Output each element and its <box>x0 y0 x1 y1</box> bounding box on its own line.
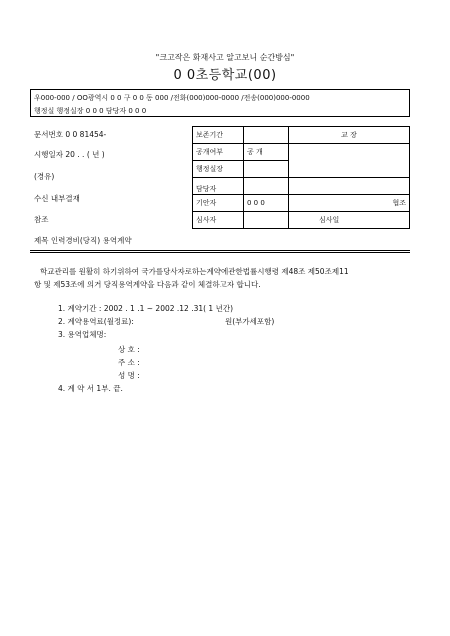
cooperation-label: 협조 <box>289 195 410 212</box>
drafter-value: 0 0 0 <box>244 195 289 212</box>
body-paragraph-line1: 학교관리를 원활히 하기위하여 국가를당사자로하는계약에관한법률시행령 제48조 제50조제11 <box>40 267 349 276</box>
item-fee-value: 원(부가세포함) <box>225 317 275 326</box>
retention-label: 보존기간 <box>193 127 244 144</box>
reviewer-label: 심사자 <box>193 212 244 229</box>
divider-bottom <box>30 252 410 253</box>
address-line-2: 행정실 행정실장 0 0 0 담당자 0 0 0 <box>34 107 147 115</box>
admin-chief-label: 행정실장 <box>193 161 244 178</box>
drafter-label: 기안자 <box>193 195 244 212</box>
review-date-label: 심사일 <box>289 212 410 229</box>
slogan: "크고작은 화재사고 알고보니 순간방심" <box>155 53 295 62</box>
recipient: 수신 내부결재 <box>34 194 80 203</box>
disclosure-label: 공개여부 <box>193 144 244 161</box>
principal-label: 교 장 <box>289 127 410 144</box>
item-contract-period: 1. 계약기간 : 2002 . 1 .1 ~ 2002 .12 .31( 1 년간) <box>58 304 234 313</box>
reference: 참조 <box>34 215 49 224</box>
school-name: 0 0초등학교(00) <box>173 68 277 83</box>
item-vendor: 3. 용역업체명: <box>58 330 107 339</box>
approval-table <box>192 126 410 229</box>
address-line-1: 우000-000 / OO광역시 0 0 구 0 0 동 000 /전화(000)000-0000 /전송(000)000-0000 <box>34 94 310 102</box>
issue-date: 시행일자 20 . . ( 년 ) <box>34 150 105 159</box>
subject: 제목 인력경비(당직) 용역계약 <box>34 236 132 245</box>
item-attachment: 4. 계 약 서 1부. 끝. <box>58 384 123 393</box>
staff-label: 담당자 <box>193 178 244 195</box>
body-paragraph-line2: 항 및 제53조에 의거 당직용역계약을 다음과 같이 체결하고자 합니다. <box>34 280 261 289</box>
doc-number: 문서번호 0 0 81454- <box>34 130 107 139</box>
item-vendor-name: 성 명 : <box>118 371 140 380</box>
via: (경유) <box>34 172 55 181</box>
item-vendor-trade: 상 호 : <box>118 345 140 354</box>
item-fee-label: 2. 계약용역료(월정료): <box>58 317 134 326</box>
item-vendor-address: 주 소 : <box>118 358 140 367</box>
divider-top <box>30 250 410 251</box>
disclosure-value: 공 개 <box>244 144 289 161</box>
